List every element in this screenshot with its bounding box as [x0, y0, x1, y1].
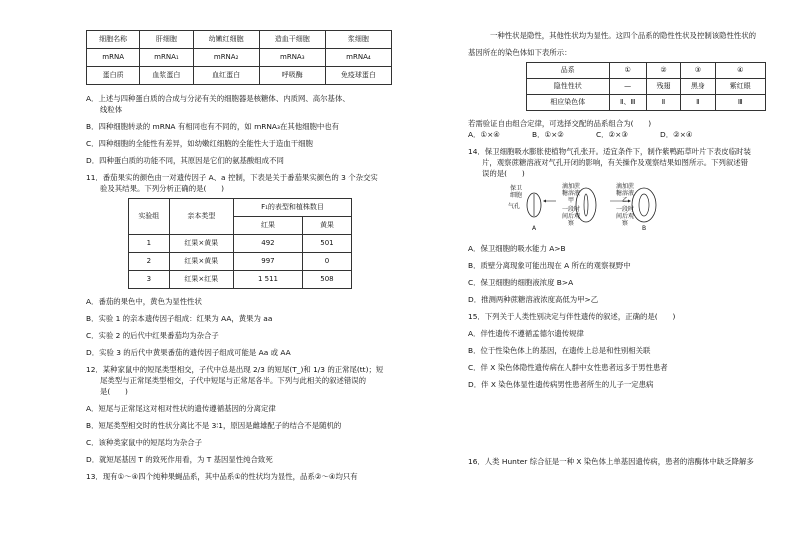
q10-option-a: A．上述与四种蛋白质的合成与分泌有关的细胞器是核糖体、内质网、高尔基体、 [86, 94, 350, 103]
stoma-pore-b [639, 194, 649, 216]
q14-option-c: C．保卫细胞的细胞液浓度 B>A [468, 278, 574, 287]
q12-stem: 12．某种家鼠中的短尾类型相交，子代中总是出现 2/3 的短尾(T_)和 1/3 的正常尾(tt)；短 [86, 365, 384, 374]
table-cell: 1 [129, 235, 170, 253]
q11-option-c: C．实验 2 的后代中红果番茄均为杂合子 [86, 331, 219, 340]
stoma-pore-center [584, 194, 588, 216]
table-header: 红果 [234, 217, 303, 235]
q13-option-c: C．②×③ [596, 130, 628, 139]
q14-stem-cont: 片，观察蔗糖溶液对气孔开闭的影响，有关操作及观察结果如图所示。下列叙述错 [482, 158, 749, 167]
table-cell: 相应染色体 [527, 95, 610, 111]
table-cell: 呼吸酶 [259, 67, 325, 85]
label-time-b: 一段时间后观察 [615, 206, 634, 227]
table-cell: 红果×黄果 [169, 235, 233, 253]
q12-option-c: C．该种类家鼠中的短尾均为杂合子 [86, 438, 203, 447]
table-cell: 紫红眼 [715, 79, 765, 95]
table-cell: 肝细胞 [140, 31, 193, 49]
table-cell: 0 [302, 253, 351, 271]
table-cell: mRNA₃ [259, 49, 325, 67]
q13-option-a: A．①×④ [468, 130, 500, 139]
q12-stem-cont: 尾类型与正常尾类型相交，子代中短尾与正常尾各半。下列与此相关的叙述错误的 [100, 376, 367, 385]
table-cell: 造血干细胞 [259, 31, 325, 49]
q14-option-d: D．推测两种蔗糖溶液浓度高低为甲>乙 [468, 295, 599, 304]
table-row [129, 199, 352, 217]
q15-option-a: A．伴性遗传不遵循孟德尔遗传规律 [468, 329, 584, 338]
table-cell: 黑身 [681, 79, 715, 95]
table-cell: 浆细胞 [325, 31, 391, 49]
table-cell: mRNA [87, 49, 140, 67]
table-cell: 隐性性状 [527, 79, 610, 95]
table-cell: 蛋白质 [87, 67, 140, 85]
q12-option-d: D．就短尾基因 T 的致死作用看，为 T 基因显性纯合致死 [86, 455, 273, 464]
arrowhead-a [543, 200, 546, 203]
label-solution-a: 滴加蔗糖溶液甲 [561, 183, 580, 204]
table-row [129, 271, 352, 289]
table-cell: Ⅱ [681, 95, 715, 111]
table-cell: — [609, 79, 646, 95]
table-cell: 红果×黄果 [169, 253, 233, 271]
q15-option-d: D．伴 X 染色体显性遗传病男性患者所生的儿子一定患病 [468, 380, 654, 389]
table-cell: Ⅱ、Ⅲ [609, 95, 646, 111]
stomata-figure [468, 181, 770, 239]
table-cell: ④ [715, 63, 765, 79]
table-header: 亲本类型 [169, 199, 233, 235]
q10-option-c: C．四种细胞的全能性有差异，如幼嫩红细胞的全能性大于造血干细胞 [86, 139, 313, 148]
table-cell: 3 [129, 271, 170, 289]
q15-option-b: B．位于性染色体上的基因，在遗传上总是和性别相关联 [468, 346, 651, 355]
q13-stem-cont: 基因所在的染色体如下表所示： [468, 48, 572, 57]
table-cell: Ⅱ [646, 95, 680, 111]
label-b: B [641, 225, 647, 232]
table-row [527, 79, 766, 95]
q10-option-d: D．四种蛋白质的功能不同，其原因是它们的氨基酸组成不同 [86, 156, 284, 165]
table-cell: 508 [302, 271, 351, 289]
table-cell: 501 [302, 235, 351, 253]
q12-stem-cont: 是( ) [100, 387, 128, 396]
left-column [86, 30, 402, 482]
label-time-a: 一段时间后观察 [561, 206, 580, 227]
q13-options-row [468, 129, 770, 140]
label-stoma: 气孔 [507, 203, 520, 210]
table-cell: 残翅 [646, 79, 680, 95]
q10-option-a-cont: 线粒体 [100, 105, 123, 114]
q14-option-b: B．质壁分离现象可能出现在 A 所在的观察视野中 [468, 261, 631, 270]
table-cell: 492 [234, 235, 303, 253]
table-cell: 免疫球蛋白 [325, 67, 391, 85]
fruitfly-strain-table [526, 62, 766, 111]
table-cell: ② [646, 63, 680, 79]
table-cell: mRNA₄ [325, 49, 391, 67]
q13-option-b: B．①×② [532, 130, 564, 139]
q15-option-c: C．伴 X 染色体隐性遗传病在人群中女性患者远多于男性患者 [468, 363, 668, 372]
table-cell: 红果×红果 [169, 271, 233, 289]
table-header: 实验组 [129, 199, 170, 235]
table-header: F₁的表型和植株数目 [234, 199, 352, 217]
q13-question: 若需验证自由组合定律，可选择交配的品系组合为( ) [468, 119, 652, 128]
q13-stem: 13．现有①～④四个纯种果蝇品系，其中品系①的性状均为显性，品系②～④均只有 [86, 472, 358, 481]
table-cell: ① [609, 63, 646, 79]
table-row [129, 253, 352, 271]
label-guard-cell: 保卫细胞 [509, 185, 522, 199]
table-cell: 血红蛋白 [193, 67, 259, 85]
q12-option-b: B．短尾类型相交时的性状分离比不是 3∶1，原因是雌雄配子的结合不是随机的 [86, 421, 342, 430]
label-solution-b: 滴加蔗糖溶液乙 [615, 183, 634, 204]
right-column [468, 30, 770, 467]
q11-option-a: A．番茄的果色中，黄色为显性性状 [86, 297, 202, 306]
q16-stem: 16．人类 Hunter 综合征是一种 X 染色体上单基因遗传病，患者的溶酶体中缺乏降解多 [468, 457, 754, 466]
q12-option-a: A．短尾与正常尾这对相对性状的遗传遵循基因的分离定律 [86, 404, 276, 413]
q10-option-b: B．四种细胞转录的 mRNA 有相同也有不同的，如 mRNA₃在其他细胞中也有 [86, 122, 340, 131]
table-cell: 幼嫩红细胞 [193, 31, 259, 49]
q11-stem-cont: 验及其结果。下列分析正确的是( ) [100, 184, 225, 193]
q13-option-d: D．②×④ [660, 130, 693, 139]
table-row [129, 235, 352, 253]
label-a: A [531, 225, 537, 232]
cell-protein-table [86, 30, 392, 85]
q11-option-d: D．实验 3 的后代中黄果番茄的遗传因子组成可能是 Aa 或 AA [86, 348, 291, 357]
tomato-cross-table [128, 198, 352, 289]
table-header: 黄果 [302, 217, 351, 235]
table-cell: 1 511 [234, 271, 303, 289]
table-cell: mRNA₁ [140, 49, 193, 67]
table-cell: 2 [129, 253, 170, 271]
table-cell: 997 [234, 253, 303, 271]
table-cell: mRNA₂ [193, 49, 259, 67]
q11-stem: 11．番茄果实的颜色由一对遗传因子 A、a 控制，下表是关于番茄果实颜色的 3 个杂交实 [86, 173, 378, 182]
q11-option-b: B．实验 1 的亲本遗传因子组成：红果为 AA，黄果为 aa [86, 314, 273, 323]
table-row [87, 67, 392, 85]
table-cell: 细胞名称 [87, 31, 140, 49]
q14-option-a: A．保卫细胞的吸水能力 A>B [468, 244, 566, 253]
table-row [87, 31, 392, 49]
table-row [87, 49, 392, 67]
table-row [527, 63, 766, 79]
table-cell: 品系 [527, 63, 610, 79]
table-row [527, 95, 766, 111]
table-cell: 血浆蛋白 [140, 67, 193, 85]
q13-stem-cont: 一种性状是隐性，其他性状均为显性。这四个品系的隐性性状及控制该隐性性状的 [490, 31, 757, 40]
q14-stem-cont: 误的是( ) [482, 169, 525, 178]
q15-stem: 15．下列关于人类性别决定与伴性遗传的叙述，正确的是( ) [468, 312, 676, 321]
table-cell: ③ [681, 63, 715, 79]
table-cell: Ⅲ [715, 95, 765, 111]
q14-stem: 14．保卫细胞吸水膨胀使植物气孔张开。适宜条件下，制作紫鸭跖草叶片下表皮临时装 [468, 147, 751, 156]
